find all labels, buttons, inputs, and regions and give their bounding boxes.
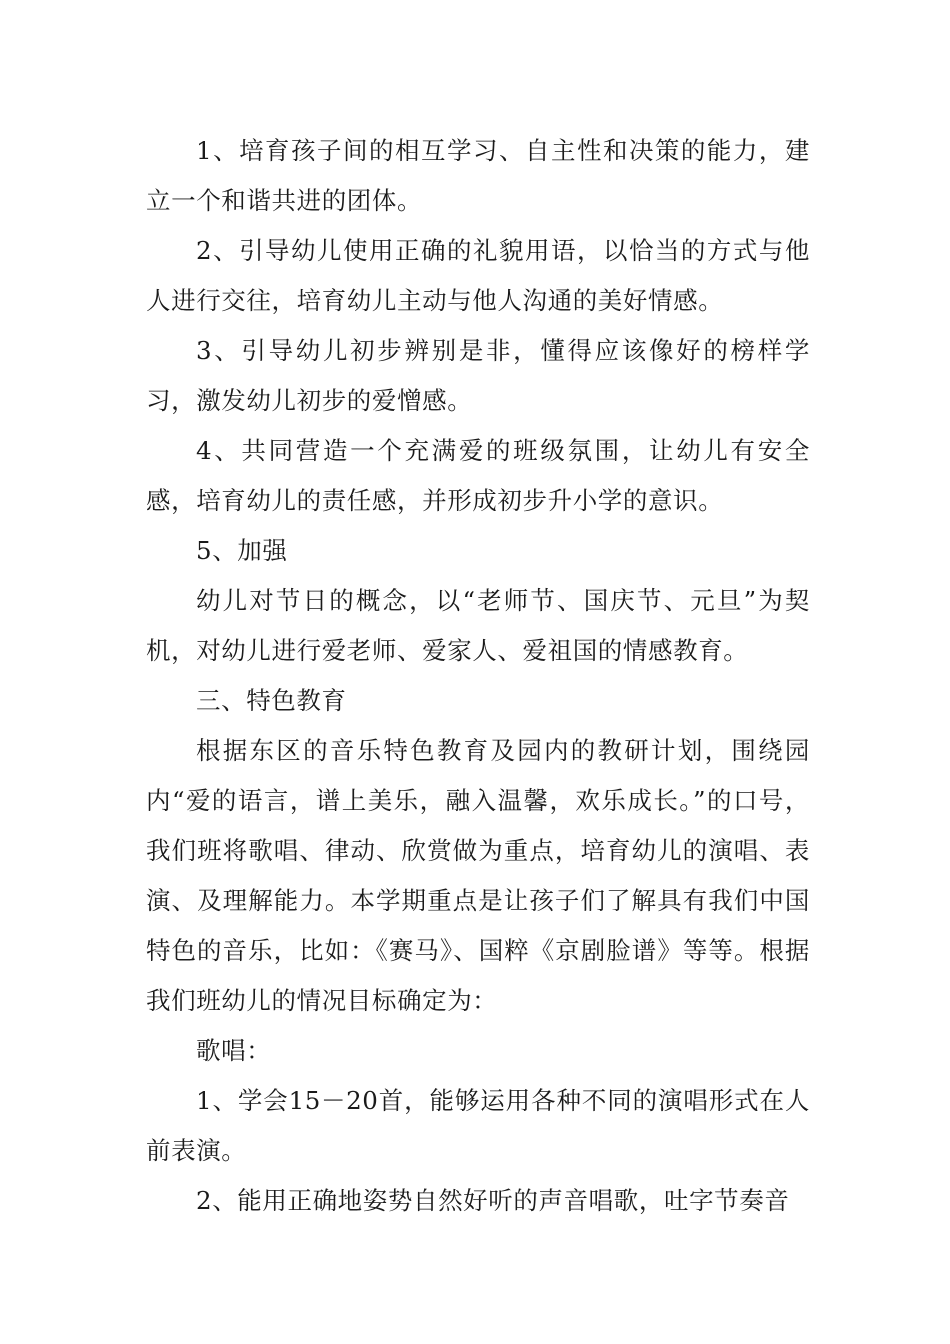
paragraph-singing-goal-1: 1、学会15－20首，能够运用各种不同的演唱形式在人前表演。: [146, 1086, 810, 1165]
section-heading-special-education: 三、特色教育: [196, 686, 347, 715]
subheading-singing: 歌唱：: [196, 1036, 272, 1065]
document-page: [146, 126, 810, 1226]
paragraph-goal-4: 4、共同营造一个充满爱的班级氛围，让幼儿有安全感，培育幼儿的责任感，并形成初步升小学的意识。: [146, 436, 810, 515]
paragraph-music-education: 根据东区的音乐特色教育及园内的教研计划，围绕园内“爱的语言，谱上美乐，融入温馨，欢乐成长。”的口号，我们班将歌唱、律动、欣赏做为重点，培育幼儿的演唱、表演、及理解能力。本学期重点是让孩子们了解具有我们中国特色的音乐，比如：《赛马》、国粹《京剧脸谱》等等。根据我们班幼儿的情况目标确定为：: [146, 736, 810, 1015]
paragraph-goal-5-heading: 5、加强: [196, 536, 288, 565]
paragraph-festival-education: 幼儿对节日的概念，以“老师节、国庆节、元旦”为契机，对幼儿进行爱老师、爱家人、爱祖国的情感教育。: [146, 586, 810, 665]
paragraph-goal-2: 2、引导幼儿使用正确的礼貌用语，以恰当的方式与他人进行交往，培育幼儿主动与他人沟通的美好情感。: [146, 236, 810, 315]
paragraph-singing-goal-2: 2、能用正确地姿势自然好听的声音唱歌，吐字节奏音: [196, 1186, 790, 1215]
paragraph-goal-1: 1、培育孩子间的相互学习、自主性和决策的能力，建立一个和谐共进的团体。: [146, 136, 810, 215]
paragraph-goal-3: 3、引导幼儿初步辨别是非，懂得应该像好的榜样学习，激发幼儿初步的爱憎感。: [146, 336, 810, 415]
